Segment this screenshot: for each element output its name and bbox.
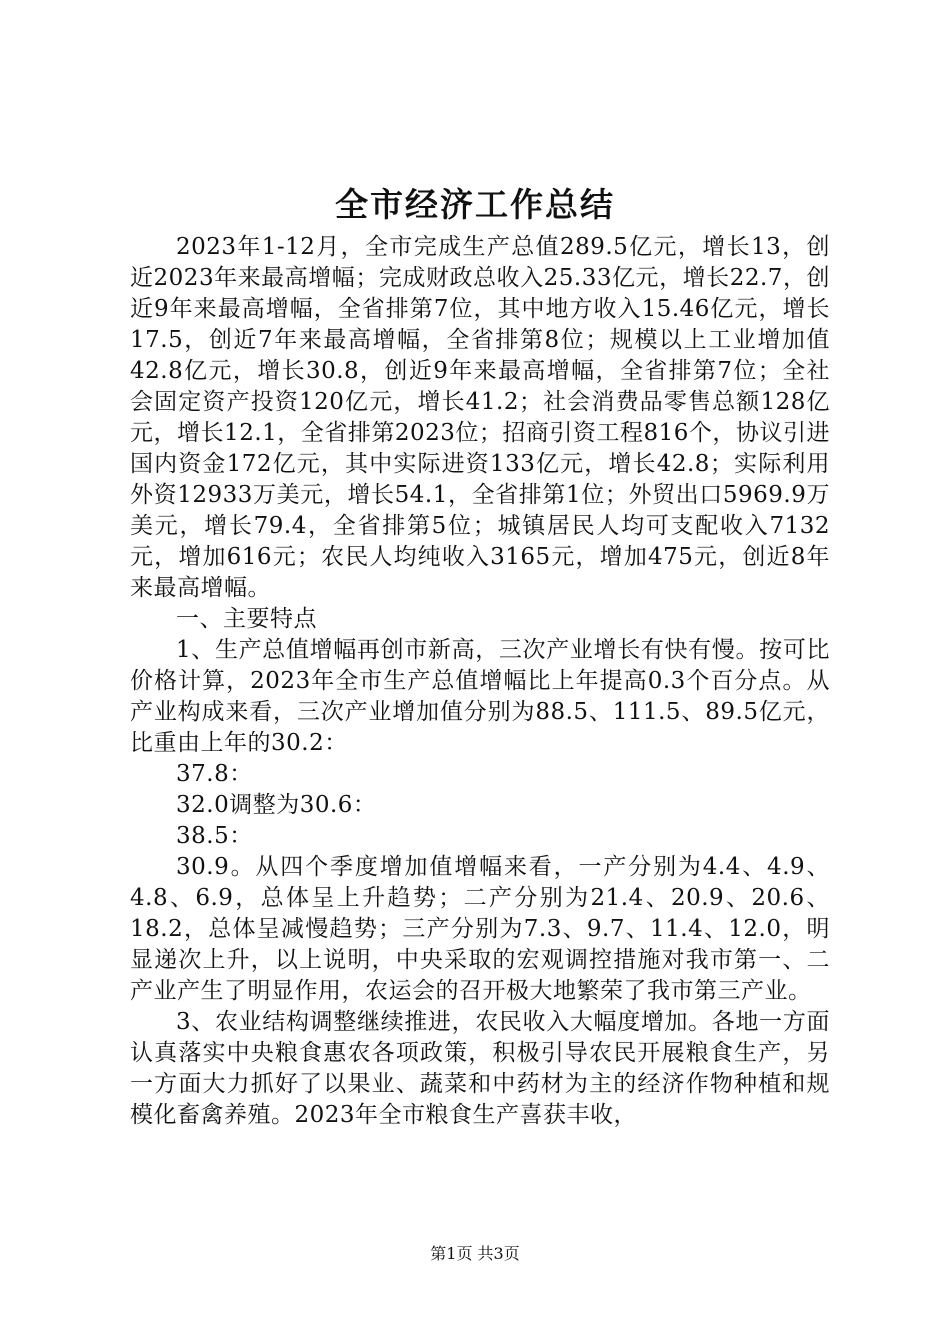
paragraph-ratio-line: 37.8： xyxy=(176,761,253,787)
paragraph-ratio-line: 32.0调整为30.6： xyxy=(176,792,377,818)
paragraph-summary: 2023年1-12月，全市完成生产总值289.5亿元，增长13，创近2023年来最高增幅；完成财政总收入25.33亿元，增长22.7，创近9年来最高增幅，全省排第7位，其中地方收入15.46亿元，增长17.5，创近7年来最高增幅，全省排第8位；规模以上工业增加值42.8亿元，增长30.8，创近9年来最高增幅，全省排第7位；全社会固定资产投资120亿元，增长41.2；社会消费品零售总额128亿元，增长12.1，全省排第2023位；招商引资工程816个，协议引进国内资金172亿元，其中实际进资133亿元，增长42.8；实际利用外资12933万美元，增长54.1，全省排第1位；外贸出口5969.9万美元，增长79.4，全省排第5位；城镇居民人均可支配收入7132元，增加616元；农民人均纯收入3165元，增加475元，创近8年来最高增幅。 xyxy=(130,234,830,601)
paragraph-ratio-line: 38.5： xyxy=(176,823,253,849)
document-body xyxy=(130,232,830,1131)
document-title: 全市经济工作总结 xyxy=(335,185,615,224)
page-footer: 第1页 共3页 xyxy=(430,1244,520,1263)
paragraph-agriculture: 3、农业结构调整继续推进，农民收入大幅度增加。各地一方面认真落实中央粮食惠农各项政策，积极引导农民开展粮食生产，另一方面大力抓好了以果业、蔬菜和中药材为主的经济作物种植和规模化畜禽养殖。2023年全市粮食生产喜获丰收， xyxy=(130,1009,830,1128)
paragraph-gdp-growth: 1、生产总值增幅再创市新高，三次产业增长有快有慢。按可比价格计算，2023年全市生产总值增幅比上年提高0.3个百分点。从产业构成来看，三次产业增加值分别为88.5、111.5、89.5亿元，比重由上年的30.2： xyxy=(130,637,830,756)
paragraph-quarterly-growth: 30.9。从四个季度增加值增幅来看，一产分别为4.4、4.9、4.8、6.9，总体呈上升趋势；二产分别为21.4、20.9、20.6、18.2，总体呈减慢趋势；三产分别为7.3、9.7、11.4、12.0，明显递次上升，以上说明，中央采取的宏观调控措施对我市第一、二产业产生了明显作用，农运会的召开极大地繁荣了我市第三产业。 xyxy=(130,854,830,1004)
section-heading-main-features: 一、主要特点 xyxy=(176,606,317,632)
